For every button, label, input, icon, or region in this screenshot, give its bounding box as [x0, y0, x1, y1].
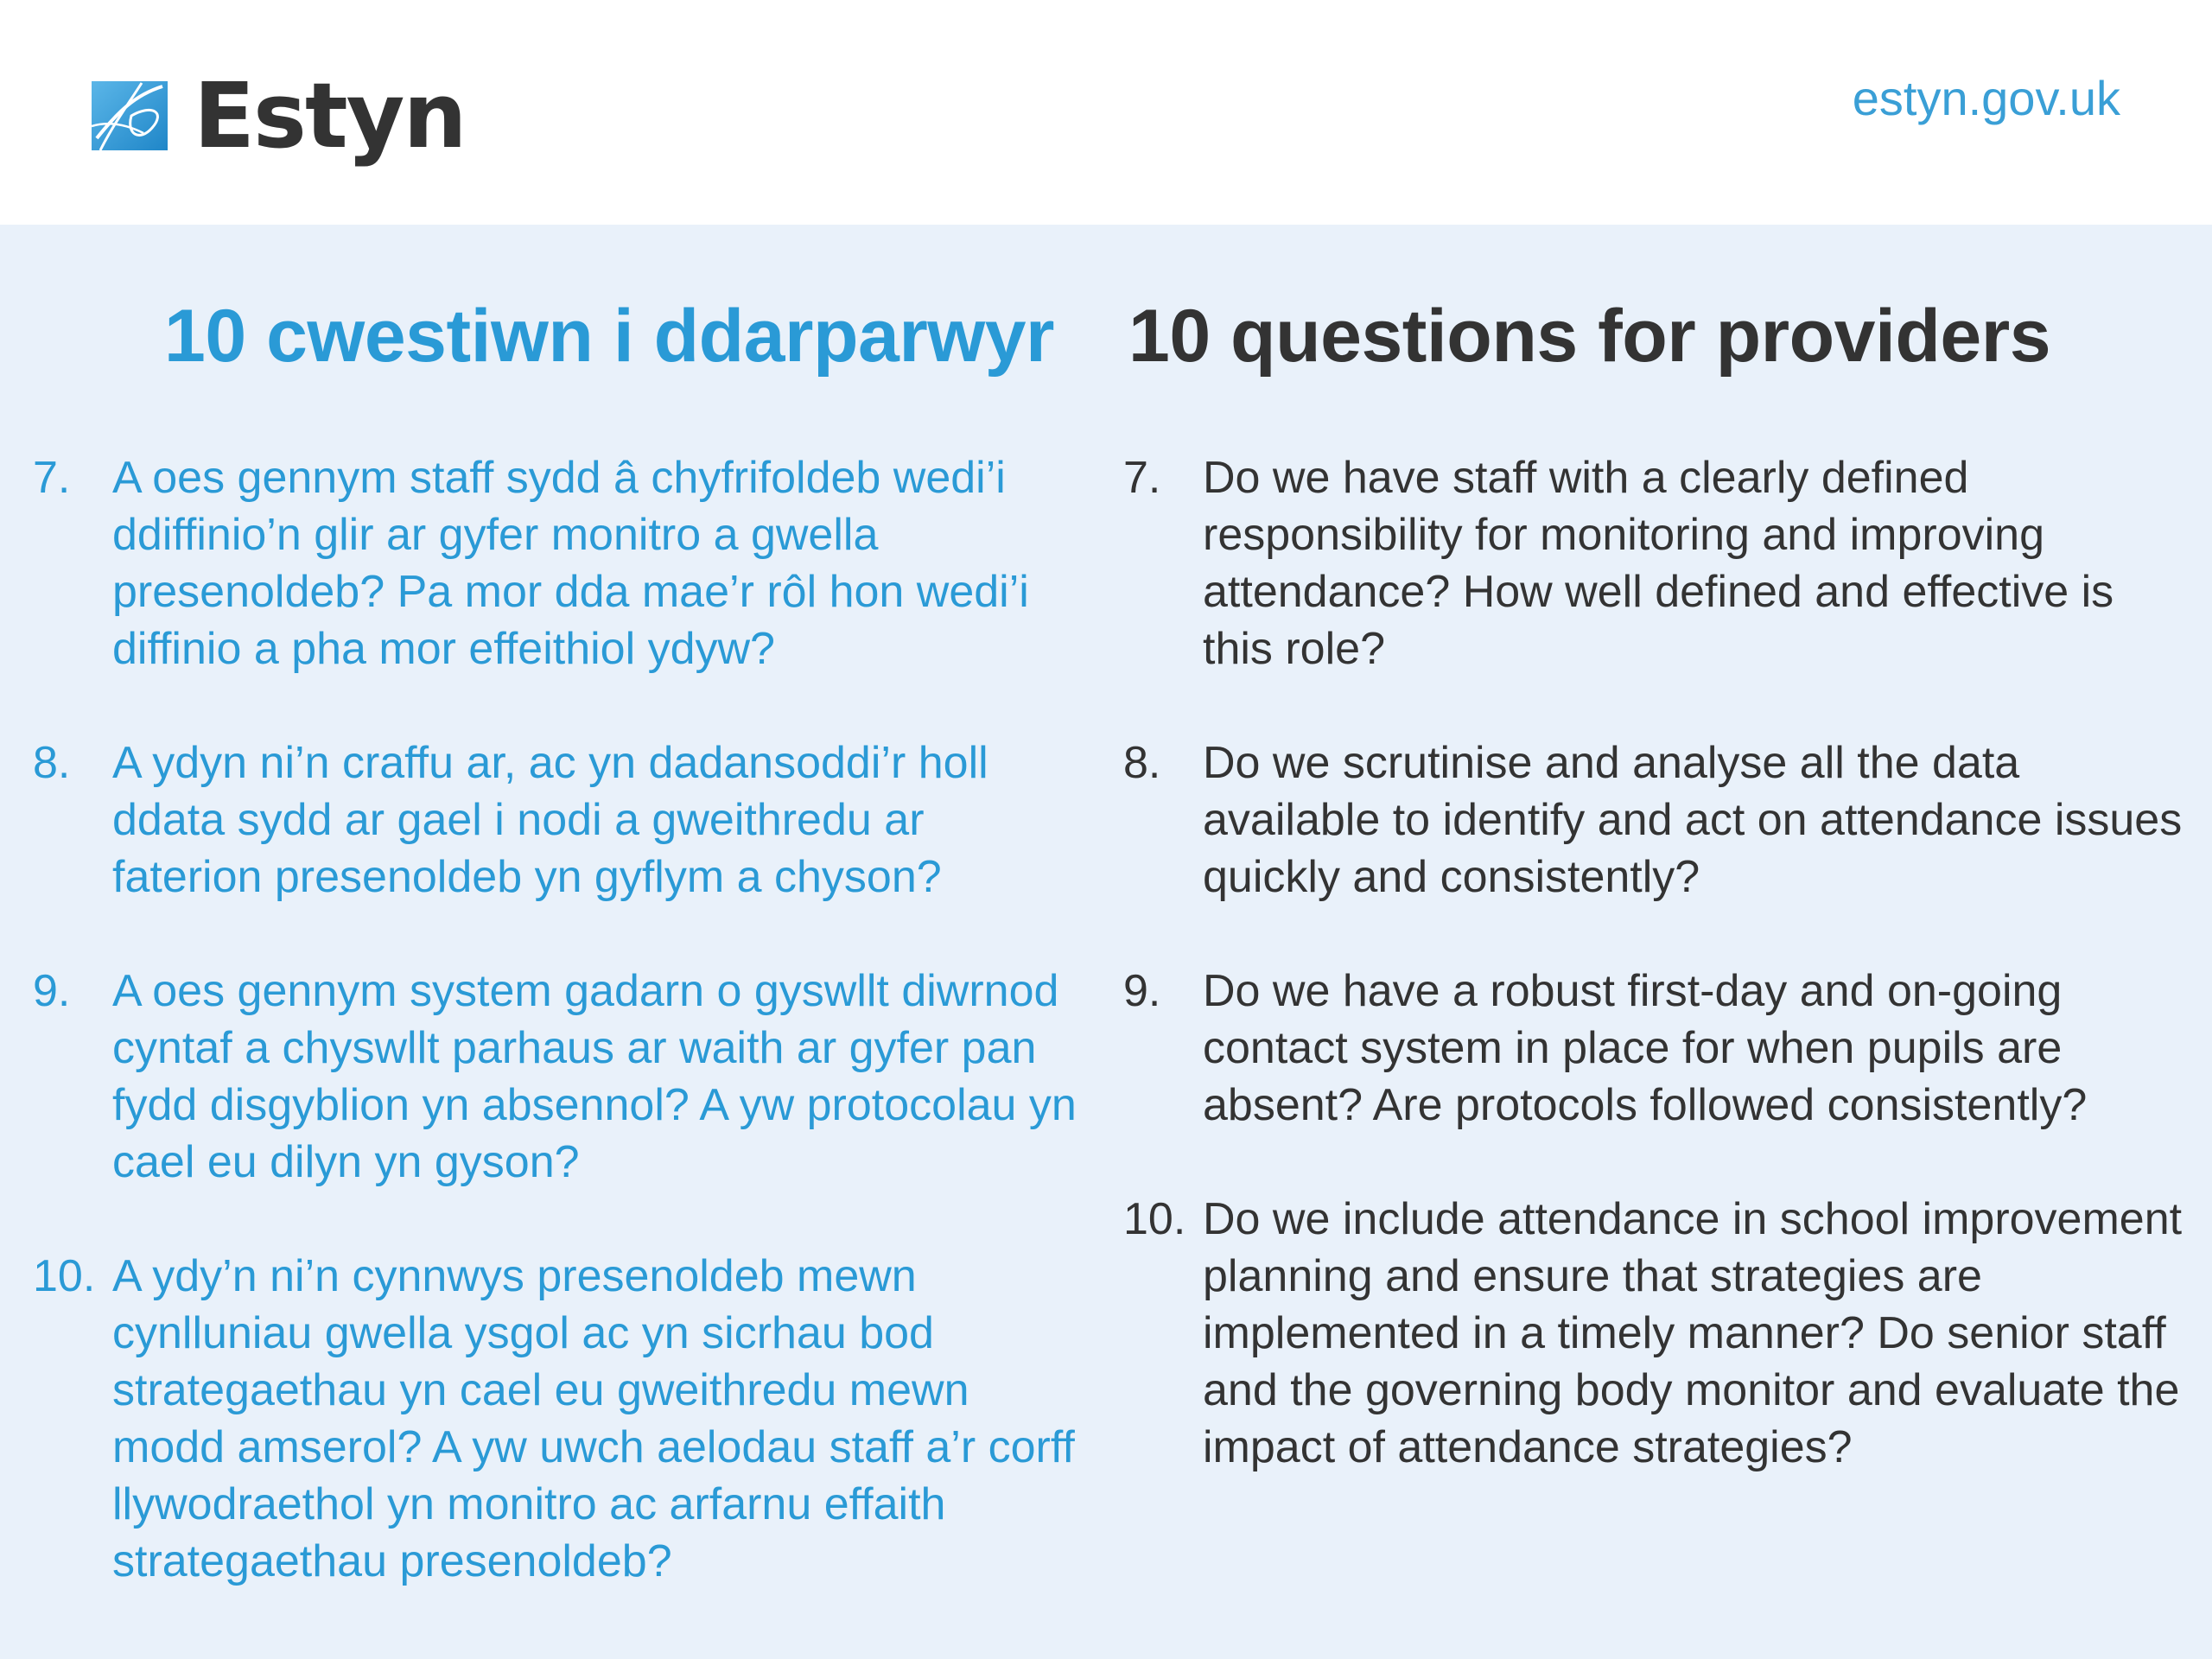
- estyn-logo-mark-icon: [92, 78, 168, 154]
- english-question-item: [1123, 449, 2195, 677]
- english-question-item: [1123, 734, 2195, 906]
- question-text: Do we have staff with a clearly defined responsibility for monitoring and improving attendance? How well defined and effective is this role?: [1203, 453, 2114, 674]
- brand-name: Estyn: [194, 63, 466, 168]
- question-number: 7.: [1123, 453, 1161, 503]
- question-text: A oes gennym system gadarn o gyswllt diwrnod cyntaf a chyswllt parhaus ar waith ar gyfer pan fydd disgyblion yn absennol? A yw protocolau yn cael eu dilyn yn gyson?: [112, 966, 1077, 1187]
- welsh-question-list: [33, 449, 1078, 1647]
- welsh-column: [0, 294, 1097, 1586]
- question-number: 9.: [33, 966, 71, 1016]
- question-number: 8.: [1123, 738, 1161, 788]
- welsh-question-item: [33, 1248, 1078, 1590]
- english-question-list: [1123, 449, 2195, 1533]
- question-text: A ydyn ni’n craffu ar, ac yn dadansoddi’r holl ddata sydd ar gael i nodi a gweithredu ar faterion presenoldeb yn gyflym a chyson?: [112, 738, 988, 902]
- welsh-question-item: [33, 963, 1078, 1191]
- question-text: Do we have a robust first-day and on-going contact system in place for when pupils are absent? Are protocols followed consistently?: [1203, 966, 2088, 1130]
- page-header: [0, 0, 2212, 225]
- estyn-logo[interactable]: [92, 63, 466, 168]
- question-number: 9.: [1123, 966, 1161, 1016]
- english-question-item: [1123, 963, 2195, 1134]
- welsh-question-item: [33, 449, 1078, 677]
- question-text: Do we scrutinise and analyse all the data available to identify and act on attendance issues quickly and consistently?: [1203, 738, 2183, 902]
- question-number: 7.: [33, 453, 71, 503]
- welsh-question-item: [33, 734, 1078, 906]
- question-text: A ydy’n ni’n cynnwys presenoldeb mewn cynlluniau gwella ysgol ac yn sicrhau bod strategaethau yn cael eu gweithredu mewn modd amserol? A yw uwch aelodau staff a’r corff llywodraethol yn monitro ac arfarnu effaith strategaethau presenoldeb?: [112, 1251, 1075, 1586]
- question-number: 10.: [33, 1251, 96, 1301]
- english-column: [1115, 294, 2186, 1472]
- question-text: Do we include attendance in school improvement planning and ensure that strategies are implemented in a timely manner? Do senior staff and the governing body monitor and evaluate the impact of attendance strategies?: [1203, 1194, 2183, 1472]
- question-number: 10.: [1123, 1194, 1186, 1244]
- welsh-title: 10 cwestiwn i ddarparwyr: [164, 295, 1054, 378]
- english-title: 10 questions for providers: [1128, 295, 2051, 378]
- site-url-link[interactable]: estyn.gov.uk: [1852, 71, 2120, 125]
- question-text: A oes gennym staff sydd â chyfrifoldeb wedi’i ddiffinio’n glir ar gyfer monitro a gwella presenoldeb? Pa mor dda mae’r rôl hon wedi’i diffinio a pha mor effeithiol ydyw?: [112, 453, 1029, 674]
- question-number: 8.: [33, 738, 71, 788]
- english-question-item: [1123, 1191, 2195, 1476]
